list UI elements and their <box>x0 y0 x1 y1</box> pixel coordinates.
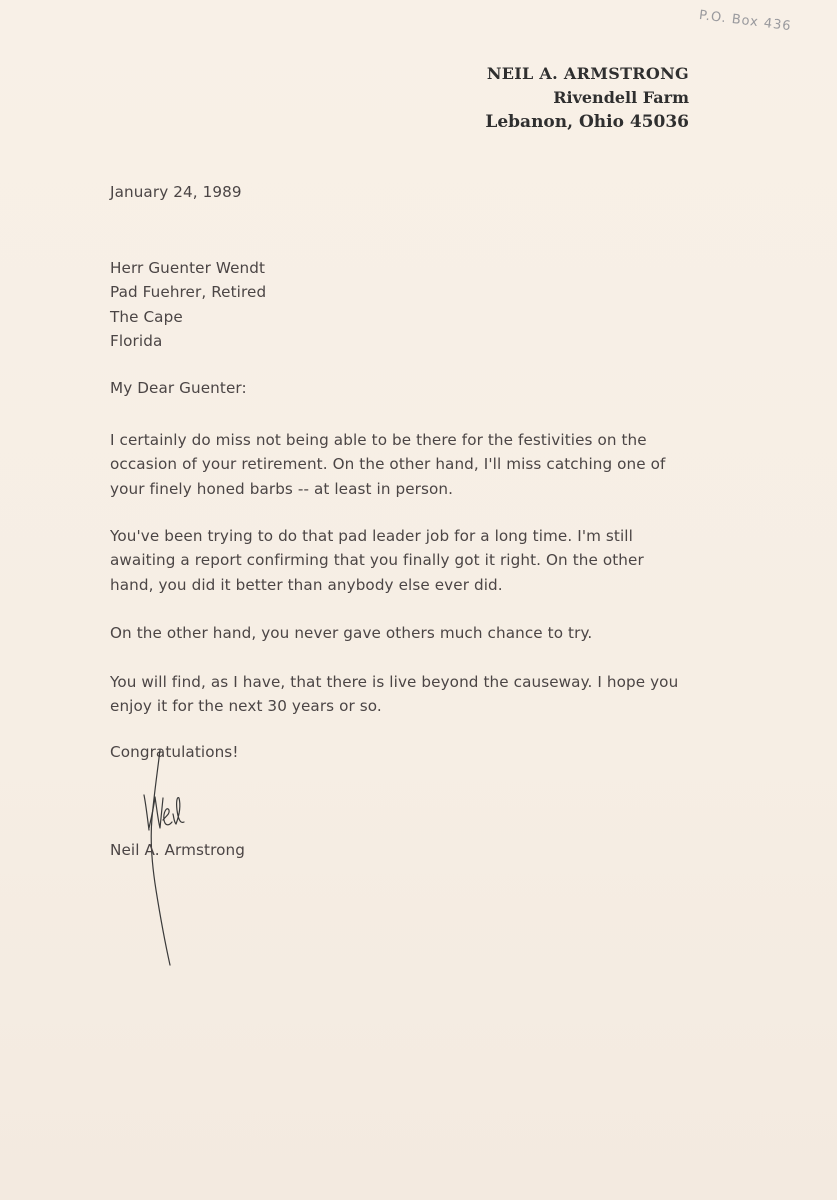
recipient-line: Pad Fuehrer, Retired <box>110 283 267 302</box>
paragraph-line: You've been trying to do that pad leader job for a long time. I'm still <box>110 527 633 545</box>
letterhead <box>485 62 689 134</box>
paragraph-line: occasion of your retirement. On the other hand, I'll miss catching one of <box>110 455 666 474</box>
letterhead-name: NEIL A. ARMSTRONG <box>486 64 689 83</box>
salutation: My Dear Guenter: <box>110 379 247 397</box>
paragraph-line: enjoy it for the next 30 years or so. <box>110 697 382 716</box>
recipient-line: The Cape <box>110 307 183 326</box>
recipient-line: Herr Guenter Wendt <box>110 259 266 277</box>
recipient-line: Florida <box>110 331 163 350</box>
paragraph-line: hand, you did it better than anybody else ever did. <box>110 575 503 594</box>
letter-date: January 24, 1989 <box>110 183 242 201</box>
letterhead-city: Lebanon, Ohio 45036 <box>485 112 689 132</box>
paragraph-line: You will find, as I have, that there is live beyond the causeway. I hope you <box>110 673 679 691</box>
closing: Congratulations! <box>110 743 239 761</box>
paragraph-line: On the other hand, you never gave others much chance to try. <box>110 624 593 642</box>
paragraph-line: I certainly do miss not being able to be there for the festivities on the <box>110 431 647 449</box>
letterhead-farm: Rivendell Farm <box>553 88 689 107</box>
recipient-address <box>110 256 266 353</box>
typed-signature-name: Neil A. Armstrong <box>110 841 245 859</box>
paragraph-line: your finely honed barbs -- at least in person. <box>110 479 454 498</box>
paragraph-line: awaiting a report confirming that you finally got it right. On the other <box>110 551 644 570</box>
paragraph-3 <box>110 621 592 645</box>
paragraph-2 <box>110 524 644 597</box>
pencil-annotation: P.O. Box 436 <box>698 8 793 35</box>
paragraph-1 <box>110 428 666 501</box>
paragraph-4 <box>110 670 678 719</box>
